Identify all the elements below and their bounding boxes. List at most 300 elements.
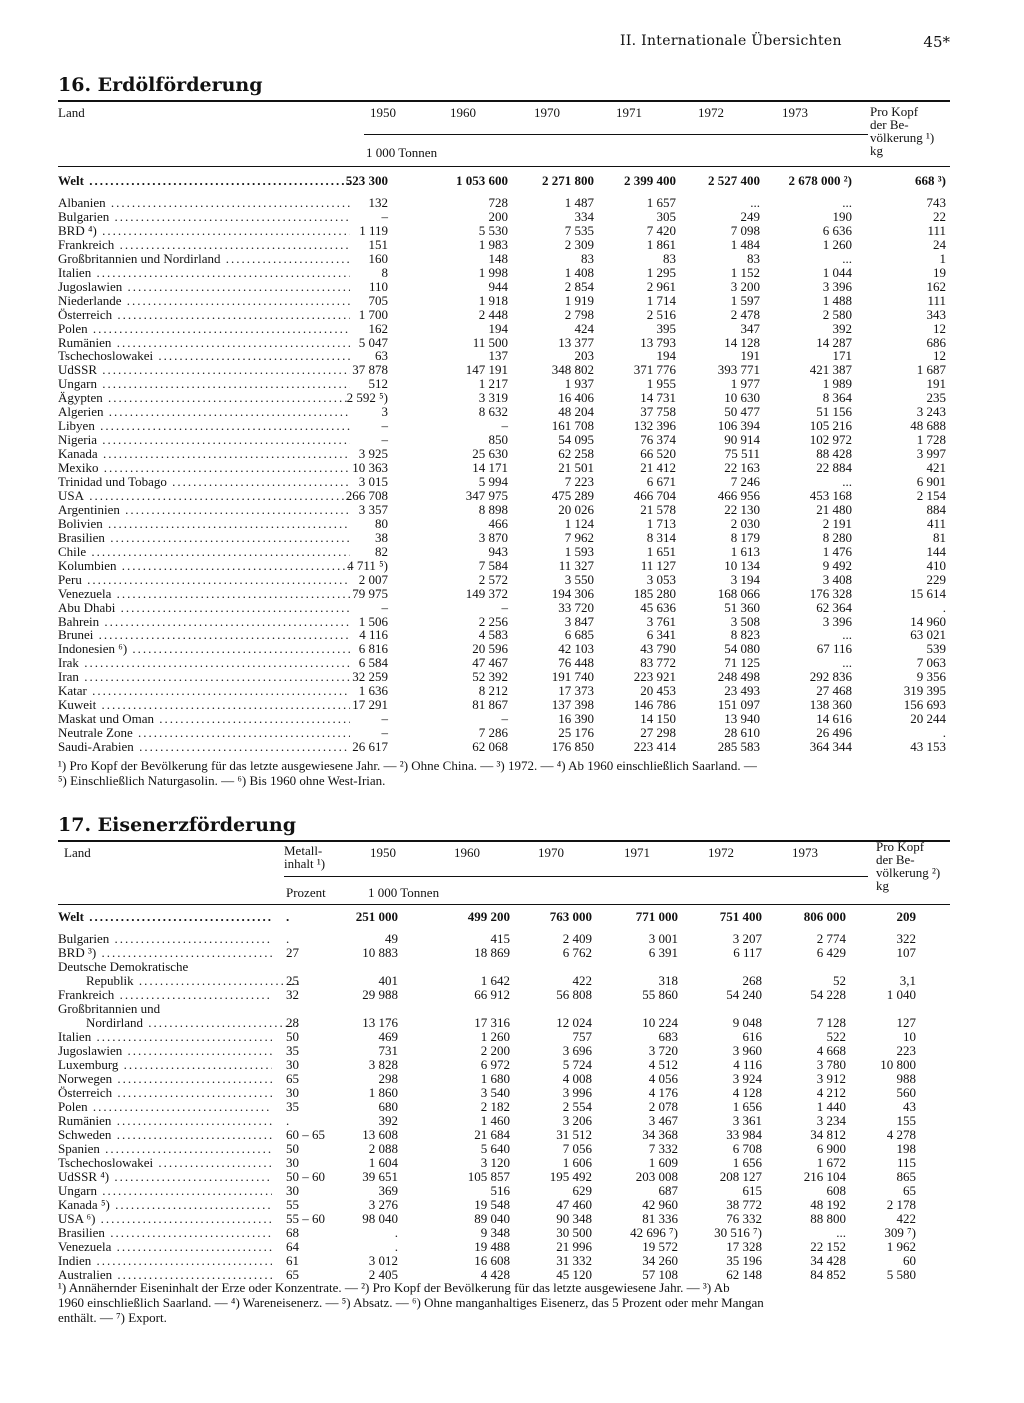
table-cell: 106 394 xyxy=(717,418,760,433)
table-row xyxy=(58,628,950,642)
table-cell: 12 xyxy=(933,348,946,363)
table-cell: 2 409 xyxy=(562,931,592,946)
table-cell: 83 xyxy=(663,251,676,266)
table-cell: 1 989 xyxy=(822,376,852,391)
table-cell: – xyxy=(381,725,388,740)
table-cell: 55 860 xyxy=(642,987,678,1002)
table-cell: – xyxy=(501,418,508,433)
country-name: Brasilien ..... xyxy=(58,531,350,545)
table-row xyxy=(58,988,950,1002)
table-cell: 3 200 xyxy=(730,279,760,294)
table-cell: . xyxy=(942,600,946,615)
country-name: UdSSR ⁴) ..... xyxy=(58,1170,272,1184)
table-cell: 512 xyxy=(368,376,388,391)
table-cell: 216 104 xyxy=(803,1169,846,1184)
table-cell: 17 316 xyxy=(474,1015,510,1030)
table-cell: 705 xyxy=(368,293,388,308)
table-cell: 4 711 ⁵) xyxy=(347,558,388,573)
table-row xyxy=(58,684,950,698)
table-cell: 560 xyxy=(896,1085,916,1100)
footnote-line: ¹) Annähernder Eiseninhalt der Erze oder Konzentrate. — ²) Pro Kopf der Bevölkerung für das letzte ausgewiesene Jahr. — ³) Ab xyxy=(58,1280,730,1295)
table-cell: 4 583 xyxy=(478,627,508,642)
footnote-line: ¹) Pro Kopf der Bevölkerung für das letzte ausgewiesene Jahr. — ²) Ohne China. — ³) 1972. — ⁴) Ab 1960 einschließlich Saarland. — xyxy=(58,758,757,773)
table-row xyxy=(58,1044,950,1058)
table-cell: 629 xyxy=(572,1183,592,1198)
table-row xyxy=(58,363,950,377)
footnote-line: 1960 einschließlich Saarland. — ⁴) Wareneisenerz. — ⁵) Absatz. — ⁶) Ohne manganhaltiges Eisenerz, das 5 Prozent oder mehr Mangan xyxy=(58,1295,764,1310)
table-cell: 8 364 xyxy=(822,390,852,405)
table-cell: 322 xyxy=(896,931,916,946)
country-name: Rumänien ..... xyxy=(58,336,350,350)
table-cell: 8 280 xyxy=(822,530,852,545)
table-cell: 22 163 xyxy=(724,460,760,475)
table-cell: 249 xyxy=(740,209,760,224)
country-name: Polen ..... xyxy=(58,322,350,336)
table-row xyxy=(58,266,950,280)
table-cell: 6 671 xyxy=(646,474,676,489)
table-cell: 1 860 xyxy=(368,1085,398,1100)
table-row xyxy=(58,1128,950,1142)
table-cell: 54 228 xyxy=(810,987,846,1002)
table-cell: 4 056 xyxy=(648,1071,678,1086)
table-cell: 20 026 xyxy=(558,502,594,517)
table-row xyxy=(58,656,950,670)
table-cell: 757 xyxy=(572,1029,592,1044)
country-name: Österreich ..... xyxy=(58,308,350,322)
table-cell: 3 053 xyxy=(646,572,676,587)
table-cell: 11 327 xyxy=(558,558,594,573)
table-row xyxy=(58,974,950,988)
country-name: Abu Dhabi ..... xyxy=(58,601,350,615)
table-row xyxy=(58,517,950,531)
table-cell: 1 937 xyxy=(564,376,594,391)
table-cell: 25 630 xyxy=(472,446,508,461)
table-cell: 6 708 xyxy=(732,1141,762,1156)
table-cell: 516 xyxy=(490,1183,510,1198)
table-cell: 3 696 xyxy=(562,1043,592,1058)
table-row xyxy=(58,946,950,960)
table-cell: 6 816 xyxy=(358,641,388,656)
table-cell: 83 xyxy=(581,251,594,266)
country-name: Italien ..... xyxy=(58,1030,272,1044)
percapita-line: kg xyxy=(870,143,883,158)
table-cell: 686 xyxy=(926,335,946,350)
table-cell: 51 360 xyxy=(724,600,760,615)
table-cell: 11 500 xyxy=(472,335,508,350)
table-cell: 20 596 xyxy=(472,641,508,656)
table-cell: 208 127 xyxy=(719,1169,762,1184)
table16-top-rule xyxy=(58,100,950,102)
table-cell: 35 196 xyxy=(726,1253,762,1268)
country-name: Ungarn ..... xyxy=(58,377,350,391)
country-name: Saudi-Arabien ..... xyxy=(58,740,350,754)
table-row xyxy=(58,960,950,974)
table-cell: 687 xyxy=(658,1183,678,1198)
table-cell: 3 012 xyxy=(368,1253,398,1268)
table-row xyxy=(58,280,950,294)
metal-header-line: Metall- xyxy=(284,843,323,858)
table-cell: – xyxy=(501,711,508,726)
table-cell: 2 527 400 xyxy=(708,173,760,188)
table17-header-metal xyxy=(284,844,325,870)
year-header: 1973 xyxy=(782,105,808,120)
table-cell: 14 616 xyxy=(816,711,852,726)
table-cell: 190 xyxy=(832,209,852,224)
page-number: 45* xyxy=(923,33,950,51)
country-name: Frankreich ..... xyxy=(58,238,350,252)
table-cell: ... xyxy=(842,474,852,489)
table-row xyxy=(58,1114,950,1128)
table-cell: 144 xyxy=(926,544,946,559)
table-cell: 203 xyxy=(574,348,594,363)
table-cell: . xyxy=(394,1225,398,1240)
table-cell: 751 400 xyxy=(719,909,762,924)
country-name: Indien ..... xyxy=(58,1254,272,1268)
table-cell: 1 609 xyxy=(648,1155,678,1170)
country-name: Welt ..... xyxy=(58,174,350,188)
table-cell: 392 xyxy=(378,1113,398,1128)
metal-content-cell: 64 xyxy=(286,1239,299,1254)
table-cell: 6 391 xyxy=(648,945,678,960)
table-row xyxy=(58,294,950,308)
table-cell: 4 116 xyxy=(733,1057,762,1072)
country-name: Katar ..... xyxy=(58,684,350,698)
table-cell: – xyxy=(381,432,388,447)
table-cell: 3 847 xyxy=(564,614,594,629)
table-row xyxy=(58,405,950,419)
metal-content-cell: 65 xyxy=(286,1267,299,1282)
table-cell: 160 xyxy=(368,251,388,266)
country-name: Ägypten ..... xyxy=(58,391,350,405)
country-name: Kuweit ..... xyxy=(58,698,350,712)
table16-header-rule xyxy=(58,166,950,167)
table-row xyxy=(58,349,950,363)
metal-content-cell: 50 xyxy=(286,1029,299,1044)
table-cell: 34 428 xyxy=(810,1253,846,1268)
table-cell: 944 xyxy=(488,279,508,294)
table-cell: 198 xyxy=(896,1141,916,1156)
table-cell: 229 xyxy=(926,572,946,587)
table-cell: 50 477 xyxy=(724,404,760,419)
table-cell: 1 040 xyxy=(886,987,916,1002)
table-cell: 57 108 xyxy=(642,1267,678,1282)
country-name: Algerien ..... xyxy=(58,405,350,419)
country-name: USA ⁶) ..... xyxy=(58,1212,272,1226)
table-cell: 4 128 xyxy=(732,1085,762,1100)
table-cell: 18 869 xyxy=(474,945,510,960)
table-cell: 132 396 xyxy=(633,418,676,433)
table-cell: 2 309 xyxy=(564,237,594,252)
percapita-line: völkerung ²) xyxy=(876,865,941,880)
table-cell: 19 xyxy=(933,265,946,280)
table-cell: 156 693 xyxy=(903,697,946,712)
table-cell: 347 975 xyxy=(465,488,508,503)
table-row xyxy=(58,573,950,587)
table-cell: 1 295 xyxy=(646,265,676,280)
table16-header-land: Land xyxy=(58,105,85,120)
table-cell: 5 047 xyxy=(358,335,388,350)
table-cell: 3 396 xyxy=(822,279,852,294)
table-cell: 38 772 xyxy=(726,1197,762,1212)
table-cell: 17 291 xyxy=(352,697,388,712)
table-cell: 16 608 xyxy=(474,1253,510,1268)
table-cell: 668 ³) xyxy=(915,173,946,188)
table-cell: 105 216 xyxy=(809,418,852,433)
table-cell: 63 021 xyxy=(910,627,946,642)
table-cell: 3 912 xyxy=(816,1071,846,1086)
table-cell: 1 672 xyxy=(816,1155,846,1170)
running-header xyxy=(620,33,950,53)
country-name: Brunei ..... xyxy=(58,628,350,642)
table-cell: 763 000 xyxy=(549,909,592,924)
table-row xyxy=(58,433,950,447)
country-name: Iran ..... xyxy=(58,670,350,684)
table-cell: 1 983 xyxy=(478,237,508,252)
table-cell: 83 xyxy=(747,251,760,266)
table-cell: 466 956 xyxy=(717,488,760,503)
table-cell: 371 776 xyxy=(633,362,676,377)
table-cell: 1 613 xyxy=(730,544,760,559)
table-cell: 20 244 xyxy=(910,711,946,726)
table-cell: 162 xyxy=(926,279,946,294)
table-cell: 60 xyxy=(903,1253,916,1268)
table-cell: 194 xyxy=(488,321,508,336)
metal-content-cell: . xyxy=(286,1113,290,1128)
table-cell: 3 761 xyxy=(646,614,676,629)
country-name: Polen ..... xyxy=(58,1100,272,1114)
table-cell: 147 191 xyxy=(465,362,508,377)
table-cell: ... xyxy=(842,195,852,210)
table-row xyxy=(58,1100,950,1114)
country-name: Australien ..... xyxy=(58,1268,272,1282)
table-cell: 2 271 800 xyxy=(542,173,594,188)
table-cell: 14 960 xyxy=(910,614,946,629)
table-cell: 4 278 xyxy=(886,1127,916,1142)
table-cell: 1 700 xyxy=(358,307,388,322)
table17-top-rule xyxy=(58,840,950,842)
table-row xyxy=(58,322,950,336)
table-cell: 7 063 xyxy=(916,655,946,670)
country-name: BRD ³) ..... xyxy=(58,946,272,960)
table-cell: 13 176 xyxy=(362,1015,398,1030)
table-cell: 17 373 xyxy=(558,683,594,698)
table-cell: 34 812 xyxy=(810,1127,846,1142)
table-cell: 42 103 xyxy=(558,641,594,656)
table-cell: 19 572 xyxy=(642,1239,678,1254)
table-cell: 37 758 xyxy=(640,404,676,419)
table-cell: 7 584 xyxy=(478,558,508,573)
table-cell: 33 720 xyxy=(558,600,594,615)
table-row xyxy=(58,1156,950,1170)
table-cell: 48 204 xyxy=(558,404,594,419)
table-cell: 4 008 xyxy=(562,1071,592,1086)
table-cell: 76 332 xyxy=(726,1211,762,1226)
table-row xyxy=(58,1212,950,1226)
table-cell: 6 636 xyxy=(822,223,852,238)
metal-content-cell: 27 xyxy=(286,945,299,960)
country-name: Bulgarien ..... xyxy=(58,210,350,224)
table-cell: 2 182 xyxy=(480,1099,510,1114)
country-name: Welt ..... xyxy=(58,910,272,924)
table-cell: 22 130 xyxy=(724,502,760,517)
metal-content-cell: 55 – 60 xyxy=(286,1211,325,1226)
table-row xyxy=(58,545,950,559)
table-cell: 347 xyxy=(740,321,760,336)
table-cell: 988 xyxy=(896,1071,916,1086)
metal-header-line: inhalt ¹) xyxy=(284,856,326,871)
table-cell: 3 015 xyxy=(358,474,388,489)
table-cell: 3 960 xyxy=(732,1043,762,1058)
table-cell: 84 852 xyxy=(810,1267,846,1282)
table-cell: 1 593 xyxy=(564,544,594,559)
table-cell: 1 053 600 xyxy=(456,173,508,188)
table16-title: 16. Erdölförderung xyxy=(58,74,263,96)
table-cell: . xyxy=(942,725,946,740)
table-row xyxy=(58,238,950,252)
table-cell: 194 xyxy=(656,348,676,363)
table-cell: 4 428 xyxy=(480,1267,510,1282)
table-cell: 37 878 xyxy=(352,362,388,377)
country-name: Kolumbien ..... xyxy=(58,559,350,573)
country-name: Ungarn ..... xyxy=(58,1184,272,1198)
country-name: Großbritannien und xyxy=(58,1002,161,1016)
table-cell: 2 798 xyxy=(564,307,594,322)
table-row xyxy=(58,559,950,573)
table-cell: 17 328 xyxy=(726,1239,762,1254)
table-cell: 415 xyxy=(490,931,510,946)
table-cell: 107 xyxy=(896,945,916,960)
table-cell: 2 178 xyxy=(886,1197,916,1212)
percapita-line: Pro Kopf xyxy=(870,104,919,119)
table-cell: 191 xyxy=(926,376,946,391)
table-cell: 54 095 xyxy=(558,432,594,447)
table-cell: 209 xyxy=(896,909,916,924)
table-cell: 23 493 xyxy=(724,683,760,698)
table-cell: 1 260 xyxy=(822,237,852,252)
table-cell: – xyxy=(381,209,388,224)
table-cell: 2 078 xyxy=(648,1099,678,1114)
table-cell: 21 480 xyxy=(816,502,852,517)
table-cell: 127 xyxy=(896,1015,916,1030)
table-cell: 48 192 xyxy=(810,1197,846,1212)
table-cell: 4 668 xyxy=(816,1043,846,1058)
table-cell: 6 972 xyxy=(480,1057,510,1072)
table-cell: 132 xyxy=(368,195,388,210)
table-cell: 14 731 xyxy=(640,390,676,405)
country-name: Jugoslawien ..... xyxy=(58,280,350,294)
table-row xyxy=(58,531,950,545)
table-cell: 162 xyxy=(368,321,388,336)
table-cell: 223 414 xyxy=(633,739,676,754)
table-cell: 4 512 xyxy=(648,1057,678,1072)
table-cell: 348 802 xyxy=(551,362,594,377)
table-cell: 66 912 xyxy=(474,987,510,1002)
table-cell: 10 883 xyxy=(362,945,398,960)
table-cell: 161 708 xyxy=(551,418,594,433)
table17-header-metal-unit: Prozent xyxy=(286,885,326,900)
country-name: Argentinien ..... xyxy=(58,503,350,517)
table-cell: 3 780 xyxy=(816,1057,846,1072)
table-cell: 319 395 xyxy=(903,683,946,698)
table-cell: 13 940 xyxy=(724,711,760,726)
table-cell: 2 554 xyxy=(562,1099,592,1114)
table-cell: 884 xyxy=(926,502,946,517)
table-cell: 1 460 xyxy=(480,1113,510,1128)
table-cell: 83 772 xyxy=(640,655,676,670)
table-cell: 235 xyxy=(926,390,946,405)
table-cell: 1 642 xyxy=(480,973,510,988)
table-cell: – xyxy=(381,418,388,433)
table-cell: 3 996 xyxy=(562,1085,592,1100)
table-row xyxy=(58,489,950,503)
table-cell: 148 xyxy=(488,251,508,266)
table-cell: 3 924 xyxy=(732,1071,762,1086)
table-row xyxy=(58,1016,950,1030)
table-cell: 2 516 xyxy=(646,307,676,322)
table-row xyxy=(58,740,950,754)
table-cell: 3 319 xyxy=(478,390,508,405)
table-cell: 1 xyxy=(939,251,946,266)
table-cell: 194 306 xyxy=(551,586,594,601)
percapita-line: kg xyxy=(876,878,889,893)
table-cell: 16 390 xyxy=(558,711,594,726)
table-cell: 155 xyxy=(896,1113,916,1128)
table-cell: 469 xyxy=(378,1029,398,1044)
table-cell: 3 206 xyxy=(562,1113,592,1128)
table-cell: 9 048 xyxy=(732,1015,762,1030)
table-row xyxy=(58,1058,950,1072)
table-cell: 42 696 ⁷) xyxy=(630,1225,678,1240)
country-name: Bulgarien ..... xyxy=(58,932,272,946)
table-cell: 1 260 xyxy=(480,1029,510,1044)
metal-content-cell: 55 xyxy=(286,1197,299,1212)
table-cell: 19 488 xyxy=(474,1239,510,1254)
table-row xyxy=(58,698,950,712)
table-cell: 305 xyxy=(656,209,676,224)
metal-content-cell: 30 xyxy=(286,1155,299,1170)
table-cell: 90 914 xyxy=(724,432,760,447)
table-cell: 76 448 xyxy=(558,655,594,670)
metal-content-cell: 30 xyxy=(286,1183,299,1198)
table-cell: 16 406 xyxy=(558,390,594,405)
table-cell: 248 498 xyxy=(717,669,760,684)
table-cell: 475 289 xyxy=(551,488,594,503)
table-cell: 422 xyxy=(572,973,592,988)
table-cell: ... xyxy=(836,1225,846,1240)
percapita-line: der Be- xyxy=(876,852,915,867)
table-cell: 12 024 xyxy=(556,1015,592,1030)
table-cell: 32 259 xyxy=(352,669,388,684)
table-cell: 223 921 xyxy=(633,669,676,684)
country-name: Peru ..... xyxy=(58,573,350,587)
table-cell: 539 xyxy=(926,641,946,656)
table-cell: 1 217 xyxy=(478,376,508,391)
table-cell: 1 656 xyxy=(732,1155,762,1170)
table-cell: 865 xyxy=(896,1169,916,1184)
footnote-line: ⁵) Einschließlich Naturgasolin. — ⁶) Bis 1960 ohne West-Irian. xyxy=(58,773,386,788)
year-header: 1971 xyxy=(624,845,650,860)
percapita-line: völkerung ¹) xyxy=(870,130,935,145)
table-cell: 499 200 xyxy=(467,909,510,924)
year-header: 1950 xyxy=(370,105,396,120)
country-name: Tschechoslowakei ..... xyxy=(58,349,350,363)
table-cell: 102 972 xyxy=(809,432,852,447)
table-cell: 2 961 xyxy=(646,279,676,294)
table-cell: 8 898 xyxy=(478,502,508,517)
table17-title: 17. Eisenerzförderung xyxy=(58,814,297,836)
table-cell: 47 467 xyxy=(472,655,508,670)
country-name: Tschechoslowakei ..... xyxy=(58,1156,272,1170)
